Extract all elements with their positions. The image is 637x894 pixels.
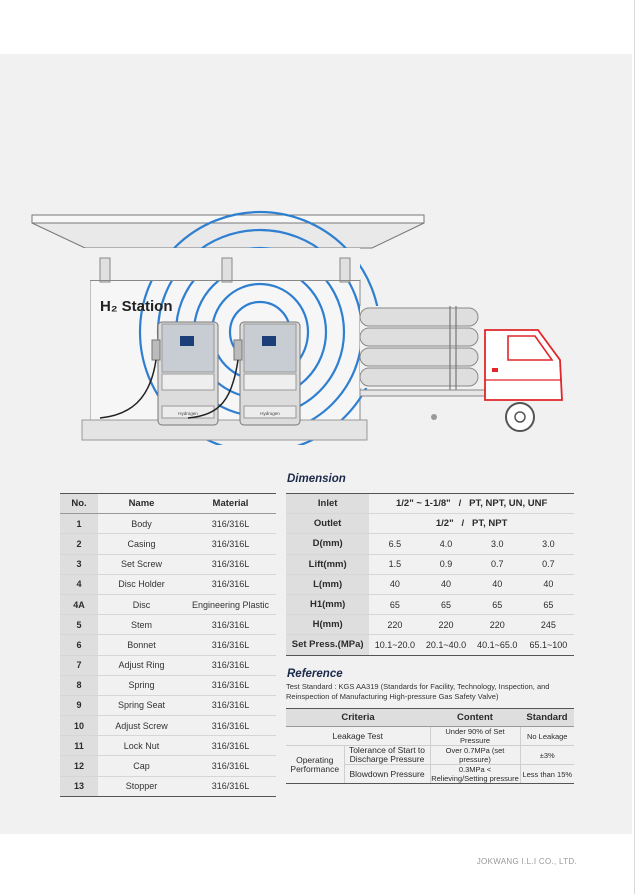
parts-material: 316/316L [185,716,276,736]
svg-text:Hydrogen: Hydrogen [178,411,198,416]
parts-material: 316/316L [185,574,276,594]
parts-row [60,534,276,554]
parts-name: Spring [98,675,185,695]
parts-row [60,514,276,534]
standard-header: Standard [520,709,574,727]
parts-row [60,716,276,736]
parts-no: 6 [60,635,98,655]
criteria-table [286,708,574,784]
parts-no: 4A [60,594,98,614]
dimension-table [286,493,574,656]
reference-text: Test Standard : KGS AA319 (Standards for Facility, Technology, Inspection, and Reinspection of Manufacturing High-pressure Gas Safety Valve) [286,682,550,701]
dimension-value: 220 [472,615,523,635]
parts-material: 316/316L [185,655,276,675]
dimension-label: Inlet [286,494,369,514]
parts-name: Disc [98,594,185,614]
parts-name: Cap [98,756,185,776]
parts-no: 1 [60,514,98,534]
dimension-value: 65 [472,594,523,614]
dimension-row [286,615,574,635]
h2-station-illustration [30,210,585,445]
dimension-value: 40 [369,574,420,594]
parts-row [60,554,276,574]
parts-row [60,635,276,655]
parts-row [60,574,276,594]
criteria-header: Criteria [286,709,430,727]
dimension-value: 6.5 [369,534,420,554]
dimension-value: 65 [369,594,420,614]
parts-name: Stem [98,615,185,635]
parts-material: 316/316L [185,514,276,534]
dimension-value: 0.9 [420,554,471,574]
parts-material: Engineering Plastic [185,594,276,614]
dimension-value: 3.0 [523,534,574,554]
content-header: Content [430,709,520,727]
parts-material: 316/316L [185,615,276,635]
blowdown-label: Blowdown Pressure [344,765,430,784]
parts-name: Adjust Ring [98,655,185,675]
criteria-row-tolerance [286,746,574,765]
parts-material: 316/316L [185,736,276,756]
parts-row [60,675,276,695]
parts-name: Disc Holder [98,574,185,594]
dimension-row-outlet [286,514,574,534]
dimension-value: 40 [420,574,471,594]
parts-material: 316/316L [185,554,276,574]
dimension-value: 40.1~65.0 [472,635,523,655]
dimension-value: 40 [472,574,523,594]
parts-row [60,695,276,715]
dimension-value: 3.0 [472,534,523,554]
tube-trailer [360,306,495,396]
tolerance-content: Over 0.7MPa (set pressure) [430,746,520,765]
page-edge-line [634,0,635,894]
parts-row [60,776,276,796]
parts-row [60,615,276,635]
parts-name: Lock Nut [98,736,185,756]
tolerance-label: Tolerance of Start to Discharge Pressure [344,746,430,765]
dimension-value: 0.7 [523,554,574,574]
parts-no: 10 [60,716,98,736]
dimension-label: D(mm) [286,534,369,554]
leakage-content: Under 90% of Set Pressure [430,727,520,746]
dimension-value: 20.1~40.0 [420,635,471,655]
parts-row [60,736,276,756]
parts-name: Stopper [98,776,185,796]
parts-material: 316/316L [185,635,276,655]
dimension-value: 65 [523,594,574,614]
parts-row [60,594,276,614]
parts-row [60,655,276,675]
svg-text:Hydrogen: Hydrogen [260,411,280,416]
parts-name: Casing [98,534,185,554]
dimension-label: H1(mm) [286,594,369,614]
dimension-row [286,574,574,594]
dimension-value: 0.7 [472,554,523,574]
parts-header-no: No. [60,494,98,514]
dimension-value: 245 [523,615,574,635]
dimension-value: 65 [420,594,471,614]
dimension-outlet-value: 1/2" / PT, NPT [369,514,574,534]
parts-material: 316/316L [185,776,276,796]
dimension-value: 220 [420,615,471,635]
parts-no: 4 [60,574,98,594]
dimension-value: 40 [523,574,574,594]
parts-name: Set Screw [98,554,185,574]
parts-name: Body [98,514,185,534]
station-ground [82,420,367,440]
dimension-value: 220 [369,615,420,635]
operating-label: Operating Performance [286,746,344,784]
dimension-value: 10.1~20.0 [369,635,420,655]
dimension-row [286,534,574,554]
parts-name: Bonnet [98,635,185,655]
footer-company: JOKWANG I.L.I CO., LTD. [476,857,577,866]
dimension-value: 65.1~100 [523,635,574,655]
parts-no: 2 [60,534,98,554]
dimension-title: Dimension [287,473,346,485]
dimension-row [286,554,574,574]
dimension-row [286,635,574,655]
dimension-row-inlet [286,494,574,514]
dimension-label: Outlet [286,514,369,534]
dimension-value: 4.0 [420,534,471,554]
parts-header-material: Material [185,494,276,514]
parts-material: 316/316L [185,756,276,776]
parts-no: 11 [60,736,98,756]
parts-material: 316/316L [185,695,276,715]
parts-table [60,493,276,797]
parts-no: 7 [60,655,98,675]
parts-no: 8 [60,675,98,695]
parts-name: Adjust Screw [98,716,185,736]
dimension-label: Lift(mm) [286,554,369,574]
dimension-label: Set Press.(MPa) [286,635,369,655]
dimension-inlet-value: 1/2" ~ 1-1/8" / PT, NPT, UN, UNF [369,494,574,514]
blowdown-standard: Less than 15% [520,765,574,784]
parts-material: 316/316L [185,675,276,695]
parts-material: 316/316L [185,534,276,554]
dimension-value: 1.5 [369,554,420,574]
parts-no: 5 [60,615,98,635]
leakage-label: Leakage Test [286,727,430,746]
dimension-row [286,594,574,614]
parts-no: 12 [60,756,98,776]
station-label: H₂ Station [100,298,173,315]
reference-title: Reference [287,668,343,680]
dimension-label: H(mm) [286,615,369,635]
parts-row [60,756,276,776]
parts-no: 3 [60,554,98,574]
parts-no: 9 [60,695,98,715]
dimension-label: L(mm) [286,574,369,594]
parts-header-name: Name [98,494,185,514]
parts-name: Spring Seat [98,695,185,715]
criteria-row-leakage [286,727,574,746]
blowdown-content: 0.3MPa < Relieving/Setting pressure [431,765,519,783]
tolerance-standard: ±3% [520,746,574,765]
leakage-standard: No Leakage [520,727,574,746]
parts-no: 13 [60,776,98,796]
